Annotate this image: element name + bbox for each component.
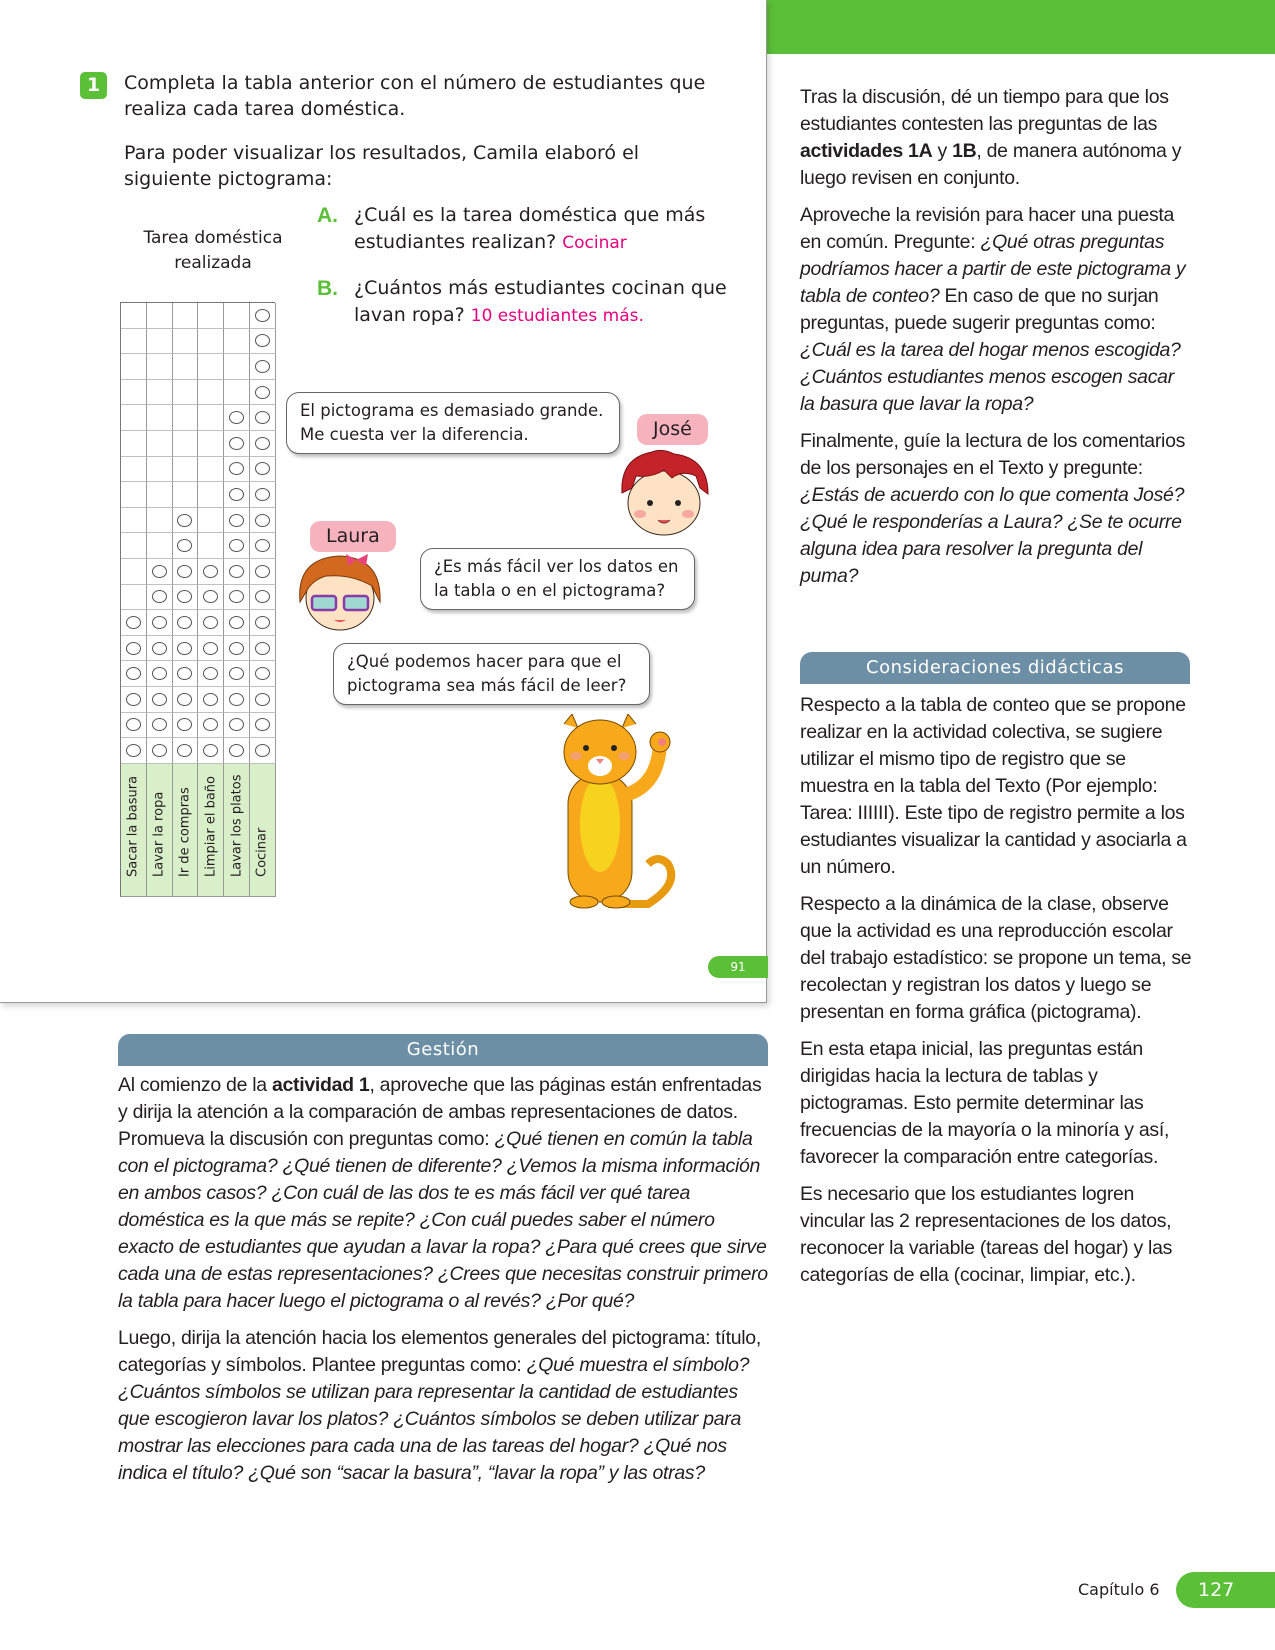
pictogram-cell xyxy=(224,636,250,662)
pictogram-cell xyxy=(198,610,224,636)
pictogram-cell xyxy=(250,508,276,534)
jose-avatar-icon xyxy=(612,448,716,538)
pictogram-cell xyxy=(173,354,199,380)
pictogram-category-label: Cocinar xyxy=(250,764,276,897)
pictogram-cell xyxy=(121,508,147,534)
pictogram-cell xyxy=(250,354,276,380)
pictogram-cell xyxy=(198,482,224,508)
pictogram-cell xyxy=(198,329,224,355)
student-circle-icon xyxy=(152,667,167,680)
pictogram-cell xyxy=(250,713,276,739)
pictogram-cell xyxy=(250,303,276,329)
pictogram-cell xyxy=(147,431,173,457)
pictogram-cell xyxy=(173,687,199,713)
pictogram-cell xyxy=(121,636,147,662)
student-circle-icon xyxy=(126,718,141,731)
pictogram-cell xyxy=(147,661,173,687)
student-circle-icon xyxy=(203,590,218,603)
pictogram-cell xyxy=(147,380,173,406)
pictogram-cell xyxy=(121,431,147,457)
pictogram-category-label: Lavar la ropa xyxy=(147,764,173,897)
student-circle-icon xyxy=(152,616,167,629)
student-circle-icon xyxy=(126,616,141,629)
pictogram-cell xyxy=(224,405,250,431)
pictogram-cell xyxy=(250,559,276,585)
activity-instruction: Completa la tabla anterior con el número de estudiantes que realiza cada tarea doméstica. xyxy=(124,72,706,120)
pictogram-cell xyxy=(224,559,250,585)
student-circle-icon xyxy=(255,334,270,347)
student-circle-icon xyxy=(255,360,270,373)
student-circle-icon xyxy=(177,744,192,757)
student-circle-icon xyxy=(152,718,167,731)
pictogram-cell xyxy=(224,354,250,380)
student-circle-icon xyxy=(203,744,218,757)
pictogram-cell xyxy=(121,303,147,329)
pictogram-cell xyxy=(147,508,173,534)
student-circle-icon xyxy=(229,744,244,757)
student-circle-icon xyxy=(255,642,270,655)
student-circle-icon xyxy=(177,718,192,731)
pictogram-cell xyxy=(121,457,147,483)
pictogram-cell xyxy=(224,533,250,559)
pictogram-cell xyxy=(224,482,250,508)
gestion-body xyxy=(118,1072,768,1497)
student-circle-icon xyxy=(229,488,244,501)
pictogram-cell xyxy=(250,585,276,611)
pictogram-cell xyxy=(250,405,276,431)
pictogram-cell xyxy=(250,482,276,508)
laura-avatar-icon xyxy=(292,552,388,632)
pictogram-cell xyxy=(173,661,199,687)
pictogram-cell xyxy=(121,559,147,585)
pictogram-category-label: Lavar los platos xyxy=(224,764,250,897)
pictogram-cell xyxy=(224,431,250,457)
pictogram-cell xyxy=(250,610,276,636)
pictogram-cell xyxy=(121,354,147,380)
pictogram-cell xyxy=(121,533,147,559)
pictogram-cell xyxy=(198,585,224,611)
pictogram-cell xyxy=(147,559,173,585)
page-number: 127 xyxy=(1176,1572,1275,1608)
pictogram-cell xyxy=(250,738,276,764)
pictogram-cell xyxy=(224,380,250,406)
pictogram-cell xyxy=(147,687,173,713)
student-circle-icon xyxy=(126,693,141,706)
student-circle-icon xyxy=(229,616,244,629)
pictogram-cell xyxy=(173,303,199,329)
student-page-number: 91 xyxy=(708,956,768,978)
student-circle-icon xyxy=(229,411,244,424)
pictogram-cell xyxy=(147,533,173,559)
chapter-label: Capítulo 6 xyxy=(1078,1580,1160,1599)
jose-speech-bubble: El pictograma es demasiado grande. Me cuesta ver la diferencia. xyxy=(286,392,620,454)
pictogram-cell xyxy=(224,329,250,355)
pictogram-cell xyxy=(198,661,224,687)
pictogram-cell xyxy=(198,738,224,764)
student-circle-icon xyxy=(126,642,141,655)
student-circle-icon xyxy=(177,693,192,706)
pictogram-cell xyxy=(173,457,199,483)
pictogram-cell xyxy=(224,303,250,329)
student-circle-icon xyxy=(203,718,218,731)
student-circle-icon xyxy=(177,539,192,552)
pictogram-cell xyxy=(250,431,276,457)
pictogram-category-label: Ir de compras xyxy=(173,764,199,897)
pictogram-cell xyxy=(224,713,250,739)
pictogram-cell xyxy=(198,431,224,457)
guide-paragraph: Al comienzo de la actividad 1, aproveche que las páginas están enfrentadas y dirija la atención a la comparación de ambas representaciones de datos. Promueva la discusión con preguntas como: ¿Qué tienen en común la tabla con el pictograma? ¿Qué tienen de diferente? ¿Vemos la misma información en ambos casos? ¿Con cuál de las dos te es más fácil ver qué tarea doméstica es la que más se repite? ¿Con cuál puedes saber el número exacto de estudiantes que ayudan a lavar la ropa? ¿Para qué crees que sirve cada una de estas representaciones? ¿Crees que necesitas construir primero la tabla para hacer luego el pictograma o al revés? ¿Por qué? xyxy=(118,1074,768,1312)
pictogram-cell xyxy=(224,585,250,611)
pictogram-cell xyxy=(147,610,173,636)
pictogram-cell xyxy=(121,405,147,431)
student-circle-icon xyxy=(255,744,270,757)
pictogram-cell xyxy=(173,585,199,611)
pictogram-intro: Para poder visualizar los resultados, Camila elaboró el siguiente pictograma: xyxy=(124,142,640,190)
pictogram-cell xyxy=(198,636,224,662)
student-circle-icon xyxy=(203,565,218,578)
student-circle-icon xyxy=(255,693,270,706)
student-circle-icon xyxy=(255,309,270,322)
pictogram-cell xyxy=(173,738,199,764)
pictogram-cell xyxy=(173,380,199,406)
pictogram-cell xyxy=(198,405,224,431)
pictogram-cell xyxy=(173,636,199,662)
pictogram-cell xyxy=(173,713,199,739)
student-textbook-page xyxy=(0,0,767,1003)
pictogram-cell xyxy=(147,636,173,662)
guide-paragraph: Finalmente, guíe la lectura de los comentarios de los personajes en el Texto y pregunte: ¿Estás de acuerdo con lo que comenta José? ¿Qué le responderías a Laura? ¿Se te ocurre alguna idea para resolver la pregunta del puma? xyxy=(800,430,1186,587)
pictogram-cell xyxy=(121,610,147,636)
student-circle-icon xyxy=(255,462,270,475)
laura-speech-bubble: ¿Es más fácil ver los datos en la tabla o en el pictograma? xyxy=(420,548,695,610)
pictogram-cell xyxy=(173,431,199,457)
pictogram-cell xyxy=(250,380,276,406)
consideraciones-header: Consideraciones didácticas xyxy=(800,652,1190,684)
pictogram-cell xyxy=(121,482,147,508)
student-circle-icon xyxy=(255,386,270,399)
student-circle-icon xyxy=(229,565,244,578)
pictogram-cell xyxy=(121,329,147,355)
guide-right-column xyxy=(800,84,1192,600)
student-circle-icon xyxy=(255,488,270,501)
pictogram-cell xyxy=(147,405,173,431)
student-circle-icon xyxy=(177,590,192,603)
student-circle-icon xyxy=(229,514,244,527)
pictogram-cell xyxy=(121,380,147,406)
pictogram-cell xyxy=(198,303,224,329)
pictogram-cell xyxy=(250,636,276,662)
student-circle-icon xyxy=(229,437,244,450)
puma-speech-bubble: ¿Qué podemos hacer para que el pictograma sea más fácil de leer? xyxy=(333,643,650,705)
pictogram-cell xyxy=(224,687,250,713)
pictogram-category-label: Sacar la basura xyxy=(121,764,147,897)
student-circle-icon xyxy=(152,744,167,757)
pictogram-cell xyxy=(198,380,224,406)
pictogram-cell xyxy=(224,661,250,687)
student-circle-icon xyxy=(255,590,270,603)
laura-name-tag: Laura xyxy=(310,521,396,552)
puma-mascot-icon xyxy=(548,714,678,910)
student-circle-icon xyxy=(177,667,192,680)
question-letter: A. xyxy=(317,204,338,227)
pictogram-cell xyxy=(198,559,224,585)
pictogram-grid xyxy=(120,302,275,897)
student-circle-icon xyxy=(229,590,244,603)
student-circle-icon xyxy=(255,539,270,552)
consideraciones-body xyxy=(800,692,1192,1299)
gestion-header: Gestión xyxy=(118,1034,768,1066)
pictogram-cell xyxy=(173,508,199,534)
pictogram-cell xyxy=(121,738,147,764)
student-circle-icon xyxy=(177,642,192,655)
guide-paragraph: Es necesario que los estudiantes logren vincular las 2 representaciones de los datos, reconocer la variable (tareas del hogar) y las categorías de ella (cocinar, limpiar, etc.). xyxy=(800,1183,1173,1286)
pictogram-cell xyxy=(173,533,199,559)
pictogram-cell xyxy=(224,508,250,534)
pictogram-category-label: Limpiar el baño xyxy=(198,764,224,897)
student-circle-icon xyxy=(229,667,244,680)
student-circle-icon xyxy=(229,539,244,552)
pictogram-cell xyxy=(198,713,224,739)
student-circle-icon xyxy=(255,514,270,527)
student-circle-icon xyxy=(203,616,218,629)
guide-paragraph: Respecto a la dinámica de la clase, observe que la actividad es una reproducción escolar del trabajo estadístico: se propone un tema, se recolectan y registran los datos y luego se presentan en forma gráfica (pictograma). xyxy=(800,893,1192,1023)
pictogram-cell xyxy=(250,687,276,713)
student-circle-icon xyxy=(203,642,218,655)
pictogram-cell xyxy=(173,482,199,508)
student-circle-icon xyxy=(255,565,270,578)
question-text: ¿Cuántos más estudiantes cocinan que lavan ropa? xyxy=(354,277,727,326)
pictogram-cell xyxy=(147,585,173,611)
pictogram-cell xyxy=(250,661,276,687)
pictogram-cell xyxy=(173,559,199,585)
student-circle-icon xyxy=(229,642,244,655)
pictogram-cell xyxy=(121,687,147,713)
pictogram-cell xyxy=(198,533,224,559)
pictogram-cell xyxy=(224,610,250,636)
student-circle-icon xyxy=(126,744,141,757)
student-circle-icon xyxy=(152,565,167,578)
student-circle-icon xyxy=(177,616,192,629)
student-circle-icon xyxy=(255,718,270,731)
guide-paragraph: Tras la discusión, dé un tiempo para que los estudiantes contesten las preguntas de las actividades 1A y 1B, de manera autónoma y luego revisen en conjunto. xyxy=(800,86,1182,189)
student-circle-icon xyxy=(152,590,167,603)
jose-name-tag: José xyxy=(637,414,708,445)
pictogram-cell xyxy=(121,713,147,739)
pictogram-cell xyxy=(147,713,173,739)
guide-paragraph: Aproveche la revisión para hacer una puesta en común. Pregunte: ¿Qué otras preguntas podríamos hacer a partir de este pictograma y tabla de conteo? En caso de que no surjan preguntas, puede sugerir preguntas como: ¿Cuál es la tarea del hogar menos escogida? ¿Cuántos estudiantes menos escogen sacar la basura que lavar la ropa? xyxy=(800,204,1186,415)
pictogram-cell xyxy=(147,457,173,483)
student-circle-icon xyxy=(255,616,270,629)
pictogram-cell xyxy=(250,329,276,355)
pictogram-cell xyxy=(224,457,250,483)
student-circle-icon xyxy=(152,642,167,655)
student-circle-icon xyxy=(255,437,270,450)
answer-text: 10 estudiantes más. xyxy=(470,306,644,326)
student-circle-icon xyxy=(126,667,141,680)
pictogram-cell xyxy=(198,508,224,534)
student-circle-icon xyxy=(203,693,218,706)
guide-paragraph: Luego, dirija la atención hacia los elementos generales del pictograma: título, categorías y símbolos. Plantee preguntas como: ¿Qué muestra el símbolo? ¿Cuántos símbolos se utilizan para representar la cantidad de estudiantes que escogieron lavar los platos? ¿Cuántos símbolos se deben utilizar para mostrar las elecciones para cada una de las tareas del hogar? ¿Qué nos indica el título? ¿Qué son “sacar la basura”, “lavar la ropa” y las otras? xyxy=(118,1327,761,1484)
pictogram-cell xyxy=(121,661,147,687)
pictogram-cell xyxy=(224,738,250,764)
student-circle-icon xyxy=(177,565,192,578)
guide-paragraph: En esta etapa inicial, las preguntas están dirigidas hacia la lectura de tablas y pictogramas. Esto permite determinar las frecuencias de la mayoría o la minoría y así, favorecer la comparación entre categorías. xyxy=(800,1038,1170,1168)
pictogram-cell xyxy=(250,457,276,483)
pictogram-cell xyxy=(173,405,199,431)
pictogram-cell xyxy=(173,610,199,636)
pictogram-cell xyxy=(198,687,224,713)
student-circle-icon xyxy=(203,667,218,680)
activity-number-badge: 1 xyxy=(80,72,107,99)
pictogram-cell xyxy=(147,482,173,508)
student-circle-icon xyxy=(229,693,244,706)
student-circle-icon xyxy=(255,667,270,680)
pictogram-cell xyxy=(147,329,173,355)
student-circle-icon xyxy=(229,718,244,731)
question-a xyxy=(317,202,724,257)
guide-paragraph: Respecto a la tabla de conteo que se propone realizar en la actividad colectiva, se sugiere utilizar el mismo tipo de registro que se muestra en la tabla del Texto (Por ejemplo: Tarea: IIIIII). Este tipo de registro permite a los estudiantes visualizar la cantidad y asociarla a un número. xyxy=(800,694,1187,878)
student-circle-icon xyxy=(177,514,192,527)
student-circle-icon xyxy=(255,411,270,424)
pictogram-cell xyxy=(198,457,224,483)
pictogram-title: Tarea doméstica realizada xyxy=(143,228,283,273)
top-green-band xyxy=(767,0,1275,54)
pictogram-cell xyxy=(147,354,173,380)
question-letter: B. xyxy=(317,277,338,300)
student-circle-icon xyxy=(152,693,167,706)
student-circle-icon xyxy=(229,462,244,475)
question-text: ¿Cuál es la tarea doméstica que más estudiantes realizan? xyxy=(354,204,706,253)
pictogram-cell xyxy=(147,738,173,764)
pictogram-cell xyxy=(121,585,147,611)
answer-text: Cocinar xyxy=(562,233,627,253)
question-b xyxy=(317,275,734,330)
pictogram-cell xyxy=(147,303,173,329)
pictogram-cell xyxy=(198,354,224,380)
pictogram-cell xyxy=(250,533,276,559)
pictogram-cell xyxy=(173,329,199,355)
